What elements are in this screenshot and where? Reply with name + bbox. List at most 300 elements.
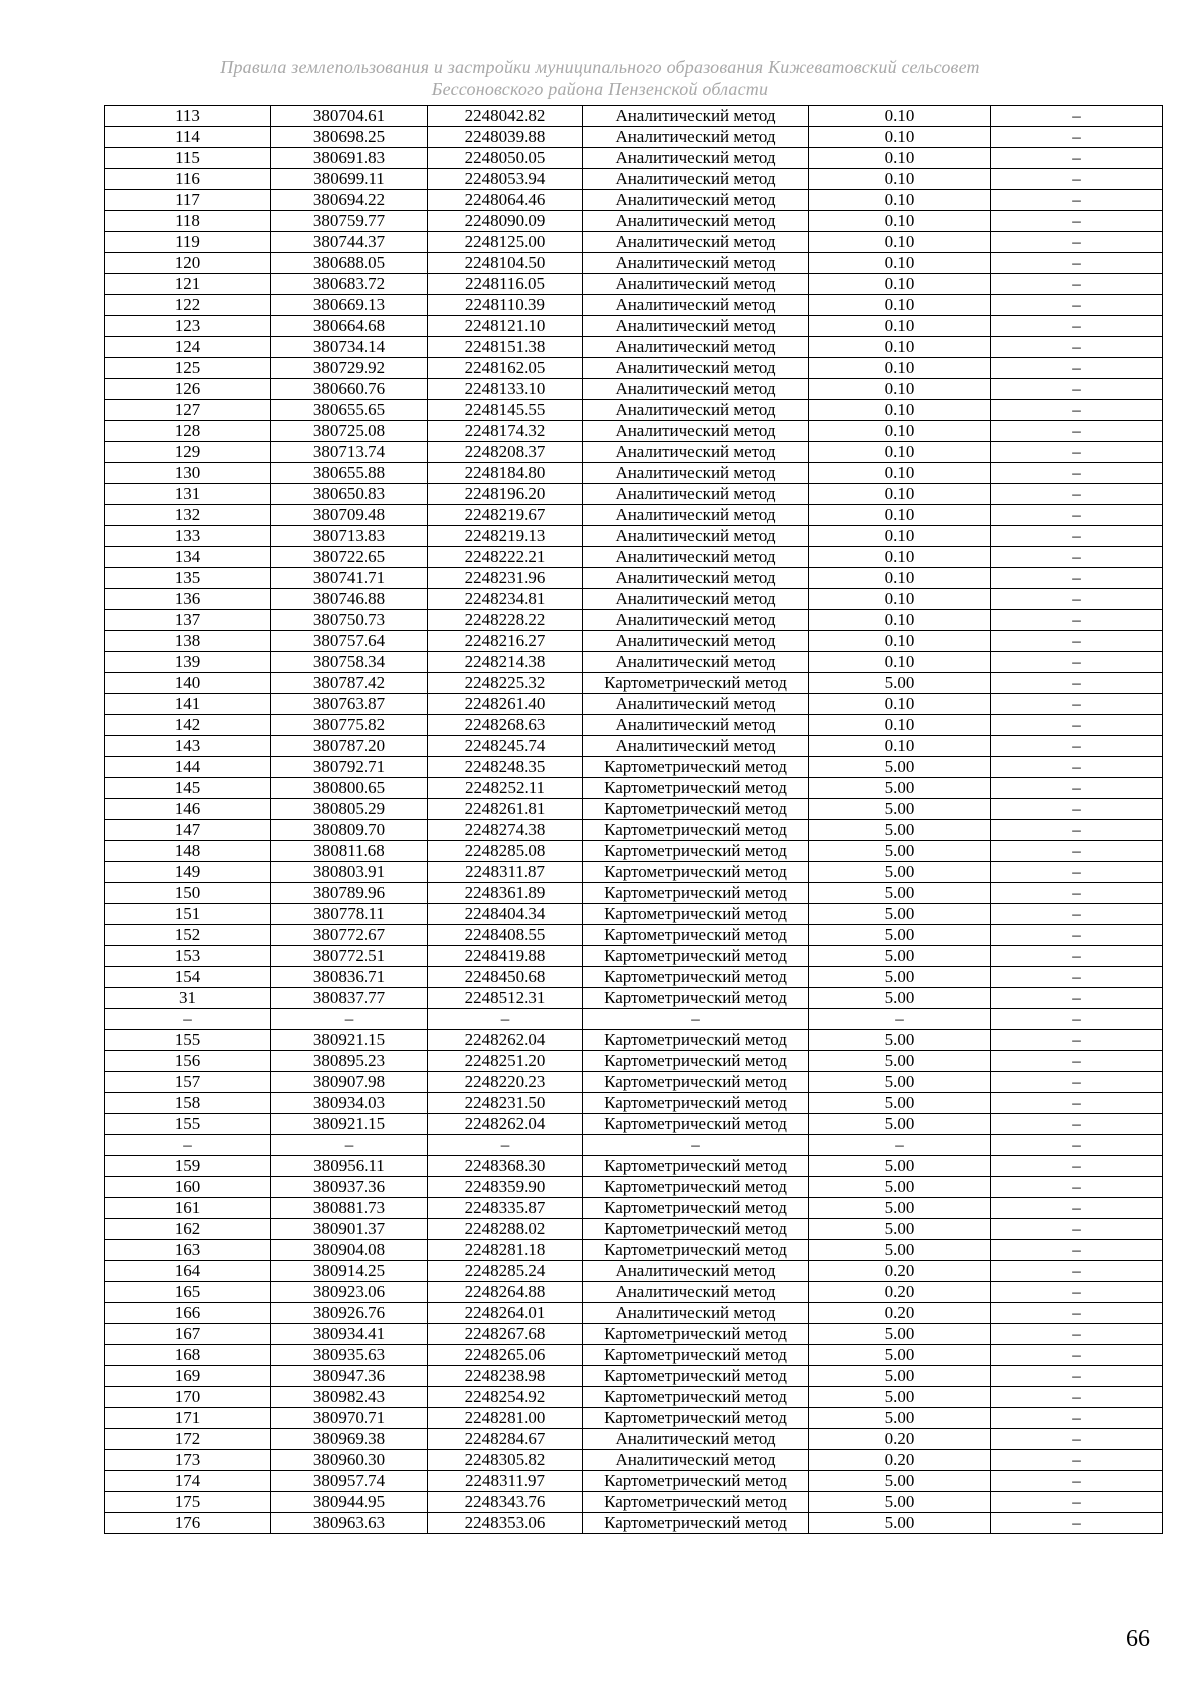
table-row — [105, 1156, 1163, 1177]
y-coordinate-cell: 2248110.39 — [428, 295, 583, 316]
method-cell: Аналитический метод — [583, 652, 809, 673]
table-row — [105, 1240, 1163, 1261]
accuracy-cell: 5.00 — [809, 1408, 991, 1429]
y-coordinate-cell: 2248050.05 — [428, 148, 583, 169]
table-row — [105, 1219, 1163, 1240]
point-number-cell: 171 — [105, 1408, 271, 1429]
point-number-cell: 131 — [105, 484, 271, 505]
note-cell: – — [991, 106, 1163, 127]
method-cell: Аналитический метод — [583, 484, 809, 505]
point-number-cell: 123 — [105, 316, 271, 337]
point-number-cell: – — [105, 1135, 271, 1156]
note-cell: – — [991, 631, 1163, 652]
accuracy-cell: 5.00 — [809, 1471, 991, 1492]
x-coordinate-cell: 380787.20 — [271, 736, 428, 757]
x-coordinate-cell: 380778.11 — [271, 904, 428, 925]
x-coordinate-cell: 380763.87 — [271, 694, 428, 715]
accuracy-cell: 0.10 — [809, 295, 991, 316]
y-coordinate-cell: 2248234.81 — [428, 589, 583, 610]
note-cell: – — [991, 526, 1163, 547]
table-row — [105, 1408, 1163, 1429]
y-coordinate-cell: 2248196.20 — [428, 484, 583, 505]
table-row — [105, 694, 1163, 715]
x-coordinate-cell: 380688.05 — [271, 253, 428, 274]
accuracy-cell: 0.10 — [809, 358, 991, 379]
x-coordinate-cell: 380757.64 — [271, 631, 428, 652]
y-coordinate-cell: 2248311.97 — [428, 1471, 583, 1492]
method-cell: Аналитический метод — [583, 379, 809, 400]
note-cell: – — [991, 673, 1163, 694]
x-coordinate-cell: 380904.08 — [271, 1240, 428, 1261]
accuracy-cell: 5.00 — [809, 673, 991, 694]
table-row — [105, 1051, 1163, 1072]
accuracy-cell: 0.10 — [809, 253, 991, 274]
method-cell: Аналитический метод — [583, 400, 809, 421]
point-number-cell: 145 — [105, 778, 271, 799]
y-coordinate-cell: 2248053.94 — [428, 169, 583, 190]
table-row — [105, 652, 1163, 673]
method-cell: Картометрический метод — [583, 862, 809, 883]
coordinates-table-body — [105, 106, 1163, 1534]
table-row — [105, 1450, 1163, 1471]
table-row — [105, 1282, 1163, 1303]
x-coordinate-cell: 380698.25 — [271, 127, 428, 148]
point-number-cell: 170 — [105, 1387, 271, 1408]
accuracy-cell: 5.00 — [809, 1198, 991, 1219]
method-cell: Аналитический метод — [583, 1282, 809, 1303]
method-cell: Аналитический метод — [583, 316, 809, 337]
point-number-cell: 169 — [105, 1366, 271, 1387]
y-coordinate-cell: 2248281.18 — [428, 1240, 583, 1261]
table-row — [105, 1009, 1163, 1030]
y-coordinate-cell: – — [428, 1009, 583, 1030]
table-row — [105, 1261, 1163, 1282]
method-cell: Картометрический метод — [583, 1030, 809, 1051]
accuracy-cell: 0.10 — [809, 589, 991, 610]
note-cell: – — [991, 589, 1163, 610]
table-row — [105, 862, 1163, 883]
accuracy-cell: 5.00 — [809, 820, 991, 841]
y-coordinate-cell: 2248343.76 — [428, 1492, 583, 1513]
y-coordinate-cell: 2248219.67 — [428, 505, 583, 526]
y-coordinate-cell: 2248268.63 — [428, 715, 583, 736]
accuracy-cell: 0.10 — [809, 337, 991, 358]
method-cell: Аналитический метод — [583, 1261, 809, 1282]
x-coordinate-cell: 380969.38 — [271, 1429, 428, 1450]
accuracy-cell: 5.00 — [809, 925, 991, 946]
point-number-cell: 116 — [105, 169, 271, 190]
x-coordinate-cell: 380669.13 — [271, 295, 428, 316]
method-cell: Аналитический метод — [583, 253, 809, 274]
x-coordinate-cell: 380921.15 — [271, 1030, 428, 1051]
note-cell: – — [991, 211, 1163, 232]
point-number-cell: 146 — [105, 799, 271, 820]
method-cell: Картометрический метод — [583, 1219, 809, 1240]
note-cell: – — [991, 505, 1163, 526]
note-cell: – — [991, 484, 1163, 505]
method-cell: Картометрический метод — [583, 1156, 809, 1177]
page-number: 66 — [1126, 1626, 1150, 1652]
method-cell: Аналитический метод — [583, 421, 809, 442]
accuracy-cell: 0.10 — [809, 169, 991, 190]
note-cell: – — [991, 1450, 1163, 1471]
method-cell: Картометрический метод — [583, 1324, 809, 1345]
table-row — [105, 316, 1163, 337]
accuracy-cell: 0.10 — [809, 505, 991, 526]
x-coordinate-cell: 380907.98 — [271, 1072, 428, 1093]
point-number-cell: 149 — [105, 862, 271, 883]
accuracy-cell: 5.00 — [809, 778, 991, 799]
accuracy-cell: – — [809, 1135, 991, 1156]
x-coordinate-cell: 380881.73 — [271, 1198, 428, 1219]
note-cell: – — [991, 1429, 1163, 1450]
x-coordinate-cell: 380947.36 — [271, 1366, 428, 1387]
table-row — [105, 295, 1163, 316]
point-number-cell: 129 — [105, 442, 271, 463]
table-row — [105, 1030, 1163, 1051]
point-number-cell: 138 — [105, 631, 271, 652]
note-cell: – — [991, 547, 1163, 568]
method-cell: Аналитический метод — [583, 568, 809, 589]
y-coordinate-cell: 2248116.05 — [428, 274, 583, 295]
point-number-cell: 168 — [105, 1345, 271, 1366]
table-row — [105, 1324, 1163, 1345]
accuracy-cell: 5.00 — [809, 1114, 991, 1135]
method-cell: Аналитический метод — [583, 1429, 809, 1450]
note-cell: – — [991, 1387, 1163, 1408]
point-number-cell: 127 — [105, 400, 271, 421]
y-coordinate-cell: 2248284.67 — [428, 1429, 583, 1450]
accuracy-cell: 0.10 — [809, 106, 991, 127]
y-coordinate-cell: 2248238.98 — [428, 1366, 583, 1387]
point-number-cell: 165 — [105, 1282, 271, 1303]
note-cell: – — [991, 967, 1163, 988]
point-number-cell: 150 — [105, 883, 271, 904]
y-coordinate-cell: 2248064.46 — [428, 190, 583, 211]
table-row — [105, 673, 1163, 694]
table-row — [105, 379, 1163, 400]
table-row — [105, 967, 1163, 988]
x-coordinate-cell: 380923.06 — [271, 1282, 428, 1303]
accuracy-cell: 5.00 — [809, 1492, 991, 1513]
y-coordinate-cell: 2248361.89 — [428, 883, 583, 904]
y-coordinate-cell: 2248248.35 — [428, 757, 583, 778]
x-coordinate-cell: 380970.71 — [271, 1408, 428, 1429]
table-row — [105, 526, 1163, 547]
x-coordinate-cell: 380914.25 — [271, 1261, 428, 1282]
point-number-cell: 151 — [105, 904, 271, 925]
point-number-cell: 114 — [105, 127, 271, 148]
point-number-cell: 115 — [105, 148, 271, 169]
point-number-cell: 122 — [105, 295, 271, 316]
method-cell: Картометрический метод — [583, 778, 809, 799]
point-number-cell: 159 — [105, 1156, 271, 1177]
accuracy-cell: 0.10 — [809, 190, 991, 211]
y-coordinate-cell: 2248184.80 — [428, 463, 583, 484]
note-cell: – — [991, 1471, 1163, 1492]
x-coordinate-cell: 380694.22 — [271, 190, 428, 211]
note-cell: – — [991, 379, 1163, 400]
method-cell: Аналитический метод — [583, 1303, 809, 1324]
accuracy-cell: 0.10 — [809, 274, 991, 295]
x-coordinate-cell: 380901.37 — [271, 1219, 428, 1240]
method-cell: Аналитический метод — [583, 169, 809, 190]
accuracy-cell: 0.20 — [809, 1282, 991, 1303]
table-row — [105, 1492, 1163, 1513]
point-number-cell: – — [105, 1009, 271, 1030]
header-line-1: Правила землепользования и застройки муниципального образования Кижеватовский сельсовет — [220, 57, 980, 77]
note-cell: – — [991, 1177, 1163, 1198]
y-coordinate-cell: 2248104.50 — [428, 253, 583, 274]
y-coordinate-cell: 2248285.08 — [428, 841, 583, 862]
table-row — [105, 400, 1163, 421]
note-cell: – — [991, 652, 1163, 673]
note-cell: – — [991, 190, 1163, 211]
x-coordinate-cell: 380660.76 — [271, 379, 428, 400]
note-cell: – — [991, 1198, 1163, 1219]
y-coordinate-cell: 2248335.87 — [428, 1198, 583, 1219]
table-row — [105, 1072, 1163, 1093]
x-coordinate-cell: 380750.73 — [271, 610, 428, 631]
table-row — [105, 1366, 1163, 1387]
x-coordinate-cell: 380664.68 — [271, 316, 428, 337]
point-number-cell: 155 — [105, 1030, 271, 1051]
method-cell: Аналитический метод — [583, 694, 809, 715]
y-coordinate-cell: 2248305.82 — [428, 1450, 583, 1471]
accuracy-cell: 5.00 — [809, 862, 991, 883]
method-cell: Картометрический метод — [583, 1114, 809, 1135]
page-header — [0, 56, 1200, 100]
note-cell: – — [991, 925, 1163, 946]
accuracy-cell: 5.00 — [809, 967, 991, 988]
x-coordinate-cell: 380713.83 — [271, 526, 428, 547]
y-coordinate-cell: 2248267.68 — [428, 1324, 583, 1345]
y-coordinate-cell: 2248254.92 — [428, 1387, 583, 1408]
accuracy-cell: 0.10 — [809, 694, 991, 715]
accuracy-cell: 0.10 — [809, 316, 991, 337]
method-cell: Картометрический метод — [583, 841, 809, 862]
method-cell: Аналитический метод — [583, 295, 809, 316]
method-cell: Картометрический метод — [583, 757, 809, 778]
point-number-cell: 160 — [105, 1177, 271, 1198]
note-cell: – — [991, 715, 1163, 736]
table-row — [105, 358, 1163, 379]
point-number-cell: 141 — [105, 694, 271, 715]
method-cell: Картометрический метод — [583, 1072, 809, 1093]
x-coordinate-cell: 380655.88 — [271, 463, 428, 484]
note-cell: – — [991, 736, 1163, 757]
point-number-cell: 130 — [105, 463, 271, 484]
table-row — [105, 988, 1163, 1009]
x-coordinate-cell: 380734.14 — [271, 337, 428, 358]
x-coordinate-cell: 380729.92 — [271, 358, 428, 379]
point-number-cell: 140 — [105, 673, 271, 694]
note-cell: – — [991, 421, 1163, 442]
accuracy-cell: 0.20 — [809, 1261, 991, 1282]
point-number-cell: 126 — [105, 379, 271, 400]
x-coordinate-cell: 380722.65 — [271, 547, 428, 568]
note-cell: – — [991, 400, 1163, 421]
table-row — [105, 211, 1163, 232]
note-cell: – — [991, 1219, 1163, 1240]
x-coordinate-cell: 380758.34 — [271, 652, 428, 673]
accuracy-cell: 5.00 — [809, 1240, 991, 1261]
x-coordinate-cell: 380772.51 — [271, 946, 428, 967]
point-number-cell: 136 — [105, 589, 271, 610]
point-number-cell: 176 — [105, 1513, 271, 1534]
x-coordinate-cell: 380741.71 — [271, 568, 428, 589]
note-cell: – — [991, 253, 1163, 274]
point-number-cell: 148 — [105, 841, 271, 862]
table-row — [105, 1345, 1163, 1366]
point-number-cell: 119 — [105, 232, 271, 253]
method-cell: Аналитический метод — [583, 631, 809, 652]
note-cell: – — [991, 820, 1163, 841]
note-cell: – — [991, 316, 1163, 337]
accuracy-cell: 5.00 — [809, 1324, 991, 1345]
point-number-cell: 118 — [105, 211, 271, 232]
point-number-cell: 155 — [105, 1114, 271, 1135]
x-coordinate-cell: 380803.91 — [271, 862, 428, 883]
method-cell: Картометрический метод — [583, 1366, 809, 1387]
note-cell: – — [991, 169, 1163, 190]
table-row — [105, 841, 1163, 862]
header-line-2: Бессоновского района Пензенской области — [431, 79, 769, 99]
table-row — [105, 1135, 1163, 1156]
note-cell: – — [991, 1492, 1163, 1513]
table-row — [105, 505, 1163, 526]
coordinates-table — [104, 105, 1163, 1534]
point-number-cell: 164 — [105, 1261, 271, 1282]
accuracy-cell: 0.10 — [809, 568, 991, 589]
x-coordinate-cell: 380744.37 — [271, 232, 428, 253]
method-cell: Аналитический метод — [583, 442, 809, 463]
point-number-cell: 143 — [105, 736, 271, 757]
accuracy-cell: 0.10 — [809, 463, 991, 484]
note-cell: – — [991, 1366, 1163, 1387]
method-cell: Аналитический метод — [583, 148, 809, 169]
x-coordinate-cell: 380792.71 — [271, 757, 428, 778]
y-coordinate-cell: 2248133.10 — [428, 379, 583, 400]
method-cell: Картометрический метод — [583, 673, 809, 694]
x-coordinate-cell: 380650.83 — [271, 484, 428, 505]
y-coordinate-cell: 2248216.27 — [428, 631, 583, 652]
y-coordinate-cell: 2248251.20 — [428, 1051, 583, 1072]
point-number-cell: 125 — [105, 358, 271, 379]
method-cell: Аналитический метод — [583, 715, 809, 736]
accuracy-cell: 0.20 — [809, 1303, 991, 1324]
table-row — [105, 736, 1163, 757]
x-coordinate-cell: 380713.74 — [271, 442, 428, 463]
table-row — [105, 127, 1163, 148]
y-coordinate-cell: 2248450.68 — [428, 967, 583, 988]
method-cell: Картометрический метод — [583, 946, 809, 967]
accuracy-cell: 0.10 — [809, 421, 991, 442]
note-cell: – — [991, 1114, 1163, 1135]
accuracy-cell: 0.10 — [809, 148, 991, 169]
point-number-cell: 139 — [105, 652, 271, 673]
note-cell: – — [991, 862, 1163, 883]
note-cell: – — [991, 1072, 1163, 1093]
y-coordinate-cell: 2248262.04 — [428, 1030, 583, 1051]
table-row — [105, 946, 1163, 967]
note-cell: – — [991, 1345, 1163, 1366]
table-row — [105, 589, 1163, 610]
note-cell: – — [991, 904, 1163, 925]
method-cell: Картометрический метод — [583, 1093, 809, 1114]
table-row — [105, 106, 1163, 127]
x-coordinate-cell: 380683.72 — [271, 274, 428, 295]
point-number-cell: 156 — [105, 1051, 271, 1072]
accuracy-cell: 5.00 — [809, 1387, 991, 1408]
y-coordinate-cell: 2248265.06 — [428, 1345, 583, 1366]
method-cell: Картометрический метод — [583, 820, 809, 841]
accuracy-cell: 5.00 — [809, 841, 991, 862]
note-cell: – — [991, 127, 1163, 148]
note-cell: – — [991, 358, 1163, 379]
table-row — [105, 904, 1163, 925]
point-number-cell: 174 — [105, 1471, 271, 1492]
x-coordinate-cell: 380699.11 — [271, 169, 428, 190]
table-row — [105, 169, 1163, 190]
x-coordinate-cell: – — [271, 1009, 428, 1030]
x-coordinate-cell: 380704.61 — [271, 106, 428, 127]
method-cell: Картометрический метод — [583, 1387, 809, 1408]
method-cell: Аналитический метод — [583, 463, 809, 484]
accuracy-cell: 0.10 — [809, 400, 991, 421]
accuracy-cell: 0.10 — [809, 631, 991, 652]
method-cell: Аналитический метод — [583, 589, 809, 610]
method-cell: Картометрический метод — [583, 1471, 809, 1492]
method-cell: – — [583, 1009, 809, 1030]
method-cell: Аналитический метод — [583, 337, 809, 358]
x-coordinate-cell: 380775.82 — [271, 715, 428, 736]
method-cell: Картометрический метод — [583, 1177, 809, 1198]
table-row — [105, 883, 1163, 904]
note-cell: – — [991, 1303, 1163, 1324]
method-cell: Аналитический метод — [583, 274, 809, 295]
accuracy-cell: 0.20 — [809, 1450, 991, 1471]
note-cell: – — [991, 757, 1163, 778]
method-cell: Картометрический метод — [583, 1513, 809, 1534]
point-number-cell: 162 — [105, 1219, 271, 1240]
y-coordinate-cell: 2248042.82 — [428, 106, 583, 127]
note-cell: – — [991, 883, 1163, 904]
x-coordinate-cell: 380937.36 — [271, 1177, 428, 1198]
accuracy-cell: 5.00 — [809, 946, 991, 967]
x-coordinate-cell: 380960.30 — [271, 1450, 428, 1471]
note-cell: – — [991, 1282, 1163, 1303]
table-row — [105, 232, 1163, 253]
note-cell: – — [991, 1513, 1163, 1534]
point-number-cell: 113 — [105, 106, 271, 127]
table-row — [105, 442, 1163, 463]
note-cell: – — [991, 799, 1163, 820]
note-cell: – — [991, 1030, 1163, 1051]
accuracy-cell: 0.10 — [809, 127, 991, 148]
table-row — [105, 421, 1163, 442]
method-cell: Аналитический метод — [583, 610, 809, 631]
method-cell: Аналитический метод — [583, 547, 809, 568]
y-coordinate-cell: 2248408.55 — [428, 925, 583, 946]
x-coordinate-cell: 380800.65 — [271, 778, 428, 799]
x-coordinate-cell: 380746.88 — [271, 589, 428, 610]
point-number-cell: 132 — [105, 505, 271, 526]
note-cell: – — [991, 274, 1163, 295]
x-coordinate-cell: 380709.48 — [271, 505, 428, 526]
y-coordinate-cell: 2248214.38 — [428, 652, 583, 673]
method-cell: Картометрический метод — [583, 1345, 809, 1366]
